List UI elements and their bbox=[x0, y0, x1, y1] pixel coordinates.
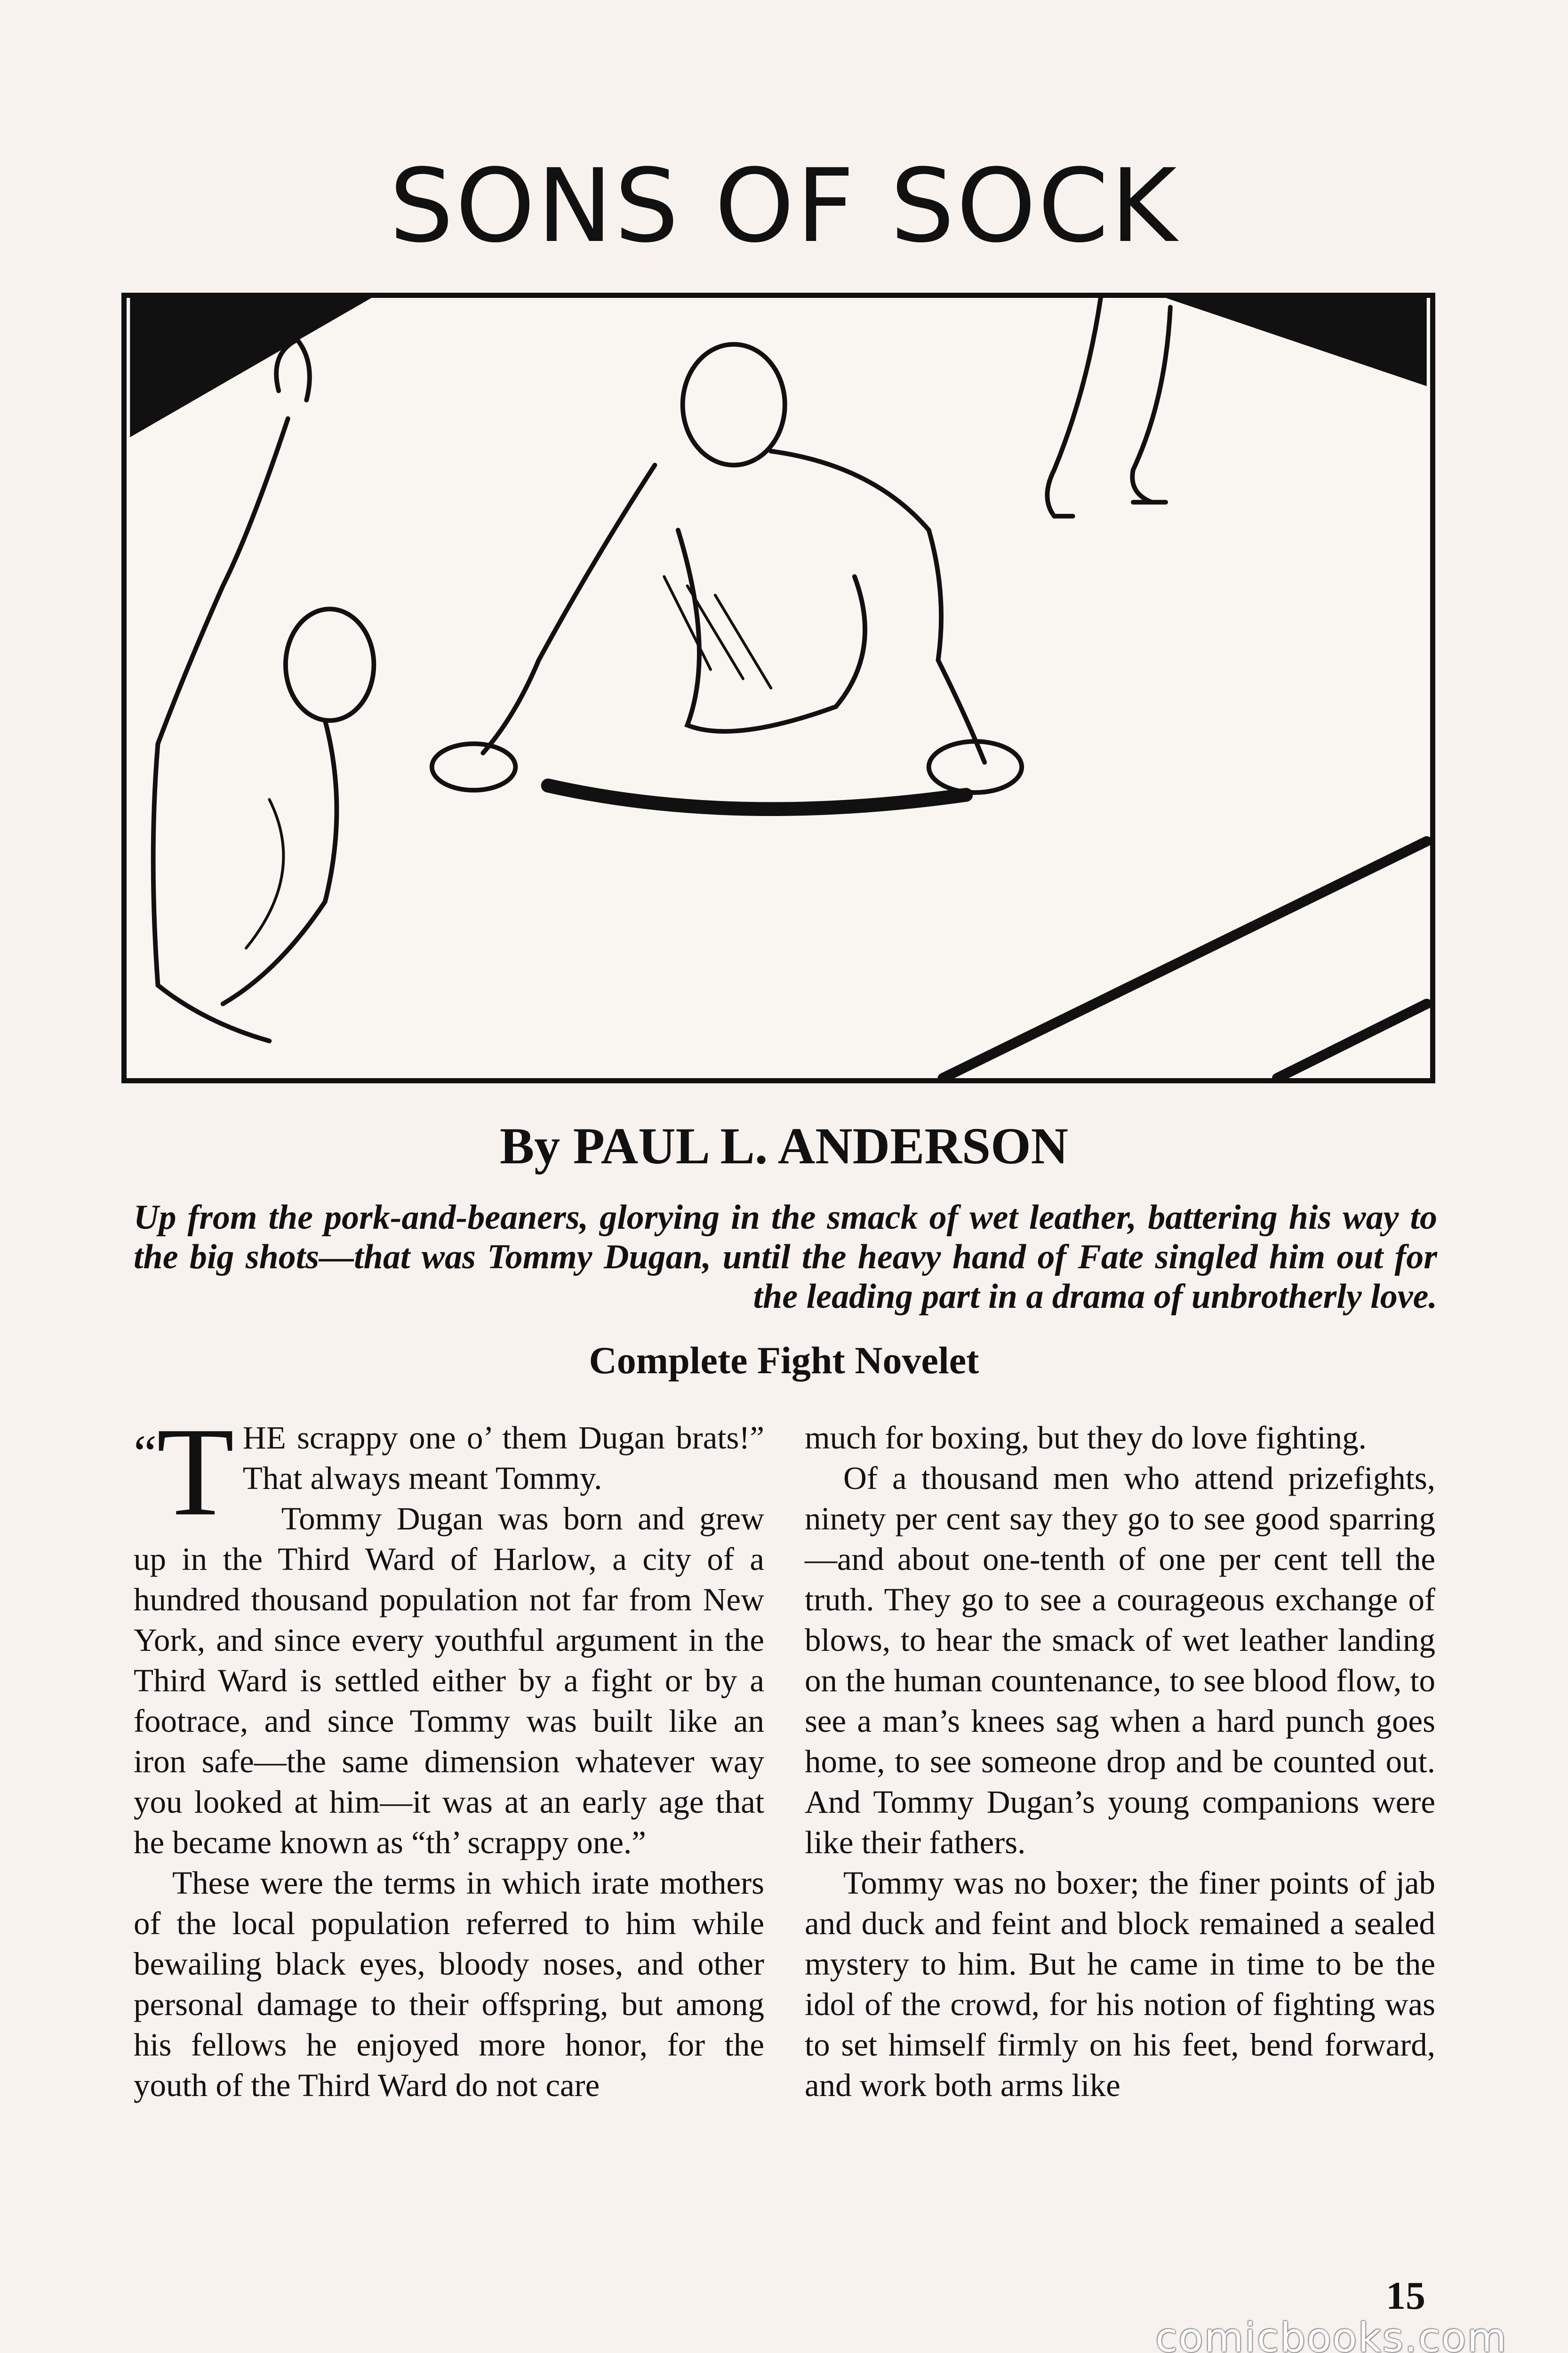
boxer-shadow bbox=[548, 785, 966, 809]
text-column-left bbox=[134, 1401, 764, 2105]
kneeling-boxer bbox=[432, 344, 1022, 792]
page-number: 15 bbox=[1386, 2274, 1425, 2318]
byline: By PAUL L. ANDERSON bbox=[499, 1117, 1069, 1175]
paragraph: much for boxing, but they do love fighting. bbox=[805, 1420, 1367, 1456]
paragraph: These were the terms in which irate mothers of the local population referred to him while bewailing black eyes, bloody noses, and other personal damage to their offspring, but among his fellows he enjoyed more honor, for the youth of the Third Ward do not care bbox=[134, 1865, 764, 2103]
text-column-right bbox=[805, 1417, 1435, 2105]
paragraph: Tommy was no boxer; the finer points of jab and duck and feint and block remained a sealed mystery to him. But he came in time to be the idol of the crowd, for his notion of fighting was to set himself firmly on his feet, bend forward, and work both arms like bbox=[805, 1865, 1435, 2103]
boxing-scene-drawing bbox=[127, 298, 1430, 1078]
opponent-legs bbox=[1047, 298, 1170, 516]
corner-shading bbox=[1166, 298, 1427, 386]
paragraph: Tommy Dugan was born and grew up in the Third Ward of Harlow, a city of a hundred thousand population not far from New York, and since every youthful argument in the Third Ward is settled either by a fight or by a footrace, and since Tommy was built like an iron safe—the same dimension whatever way you looked at him—it was at an early age that he became known as “th’ scrappy one.” bbox=[134, 1501, 764, 1860]
paragraph: Of a thousand men who attend prizefights, ninety per cent say they go to see good sparring—and about one-tenth of one per cent tell the truth. They go to see a courageous exchange of blows, to hear the smack of wet leather landing on the human countenance, to see blood flow, to see a man’s knees sag when a hard punch goes home, to see someone drop and be counted out. And Tommy Dugan’s young companions were like their fathers. bbox=[805, 1460, 1435, 1860]
story-type-label: Complete Fight Novelet bbox=[589, 1339, 979, 1382]
site-watermark: comicbooks.com bbox=[1155, 2314, 1508, 2353]
crowd-shading bbox=[130, 298, 371, 437]
fight-illustration bbox=[121, 293, 1435, 1083]
story-blurb: Up from the pork-and-beaners, glorying in the smack of wet leather, battering his way to the big shots—that was Tommy Dugan, until the heavy hand of Fate singled him out for the leading part in a drama of unbrotherly love. bbox=[134, 1198, 1437, 1316]
article-title: SONS OF SOCK bbox=[389, 147, 1179, 265]
paragraph-opening: “T HE scrappy one o’ them Dugan brats!” That always meant Tommy. bbox=[134, 1401, 764, 1542]
drop-cap: “T bbox=[134, 1401, 234, 1542]
ring-rope-lower bbox=[1277, 1004, 1427, 1078]
referee-figure bbox=[153, 340, 374, 1041]
